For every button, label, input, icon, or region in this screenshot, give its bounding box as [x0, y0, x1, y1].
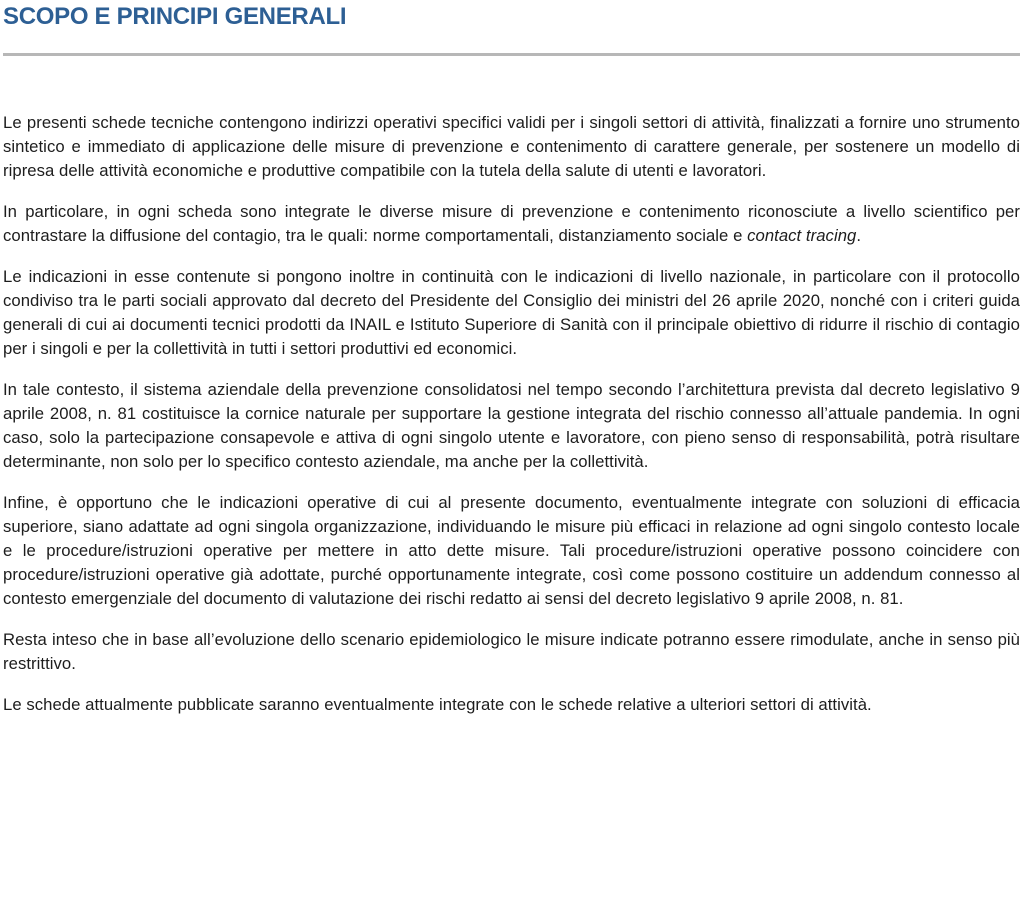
contact-tracing-term: contact tracing	[747, 226, 857, 245]
paragraph-continuity: Le indicazioni in esse contenute si pongono inoltre in continuità con le indicazioni di livello nazionale, in particolare con il protocollo condiviso tra le parti sociali approvato dal decreto del Presidente del Consiglio dei ministri del 26 aprile 2020, nonché con i criteri guida generali di cui ai documenti tecnici prodotti da INAIL e Istituto Superiore di Sanità con il principale obiettivo di ridurre il rischio di contagio per i singoli e per la collettività in tutti i settori produttivi ed economici.	[3, 267, 1020, 358]
paragraph-measures-end: .	[856, 226, 862, 245]
paragraph-scope: Le presenti schede tecniche contengono indirizzi operativi specifici validi per i singoli settori di attività, finalizzati a fornire uno strumento sintetico e immediato di applicazione delle misure di prevenzione e contenimento di carattere generale, per sostenere un modello di ripresa delle attività economiche e produttive compatibile con la tutela della salute di utenti e lavoratori.	[3, 113, 1020, 180]
document-body	[3, 111, 1020, 717]
paragraph-evolution: Resta inteso che in base all’evoluzione dello scenario epidemiologico le misure indicate potranno essere rimodulate, anche in senso più restrittivo.	[3, 630, 1020, 673]
paragraph-future-schedules: Le schede attualmente pubblicate saranno eventualmente integrate con le schede relative a ulteriori settori di attività.	[3, 695, 872, 714]
paragraph-measures-text: In particolare, in ogni scheda sono integrate le diverse misure di prevenzione e contenimento riconosciute a livello scientifico per contrastare la diffusione del contagio, tra le quali: norme comportamentali, distanziamento sociale e	[3, 202, 1020, 245]
title-divider	[3, 53, 1020, 56]
page-title: SCOPO E PRINCIPI GENERALI	[3, 3, 347, 30]
paragraph-adaptation: Infine, è opportuno che le indicazioni operative di cui al presente documento, eventualmente integrate con soluzioni di efficacia superiore, siano adattate ad ogni singola organizzazione, individuando le misure più efficaci in relazione ad ogni singolo contesto locale e le procedure/istruzioni operative per mettere in atto dette misure. Tali procedure/istruzioni operative possono coincidere con procedure/istruzioni operative già adottate, purché opportunamente integrate, così come possono costituire un addendum connesso al contesto emergenziale del documento di valutazione dei rischi redatto ai sensi del decreto legislativo 9 aprile 2008, n. 81.	[3, 493, 1020, 608]
paragraph-measures	[3, 200, 1020, 248]
paragraph-context: In tale contesto, il sistema aziendale della prevenzione consolidatosi nel tempo secondo l’architettura prevista dal decreto legislativo 9 aprile 2008, n. 81 costituisce la cornice naturale per supportare la gestione integrata del rischio connesso all’attuale pandemia. In ogni caso, solo la partecipazione consapevole e attiva di ogni singolo utente e lavoratore, con pieno senso di responsabilità, potrà risultare determinante, non solo per lo specifico contesto aziendale, ma anche per la collettività.	[3, 380, 1020, 471]
